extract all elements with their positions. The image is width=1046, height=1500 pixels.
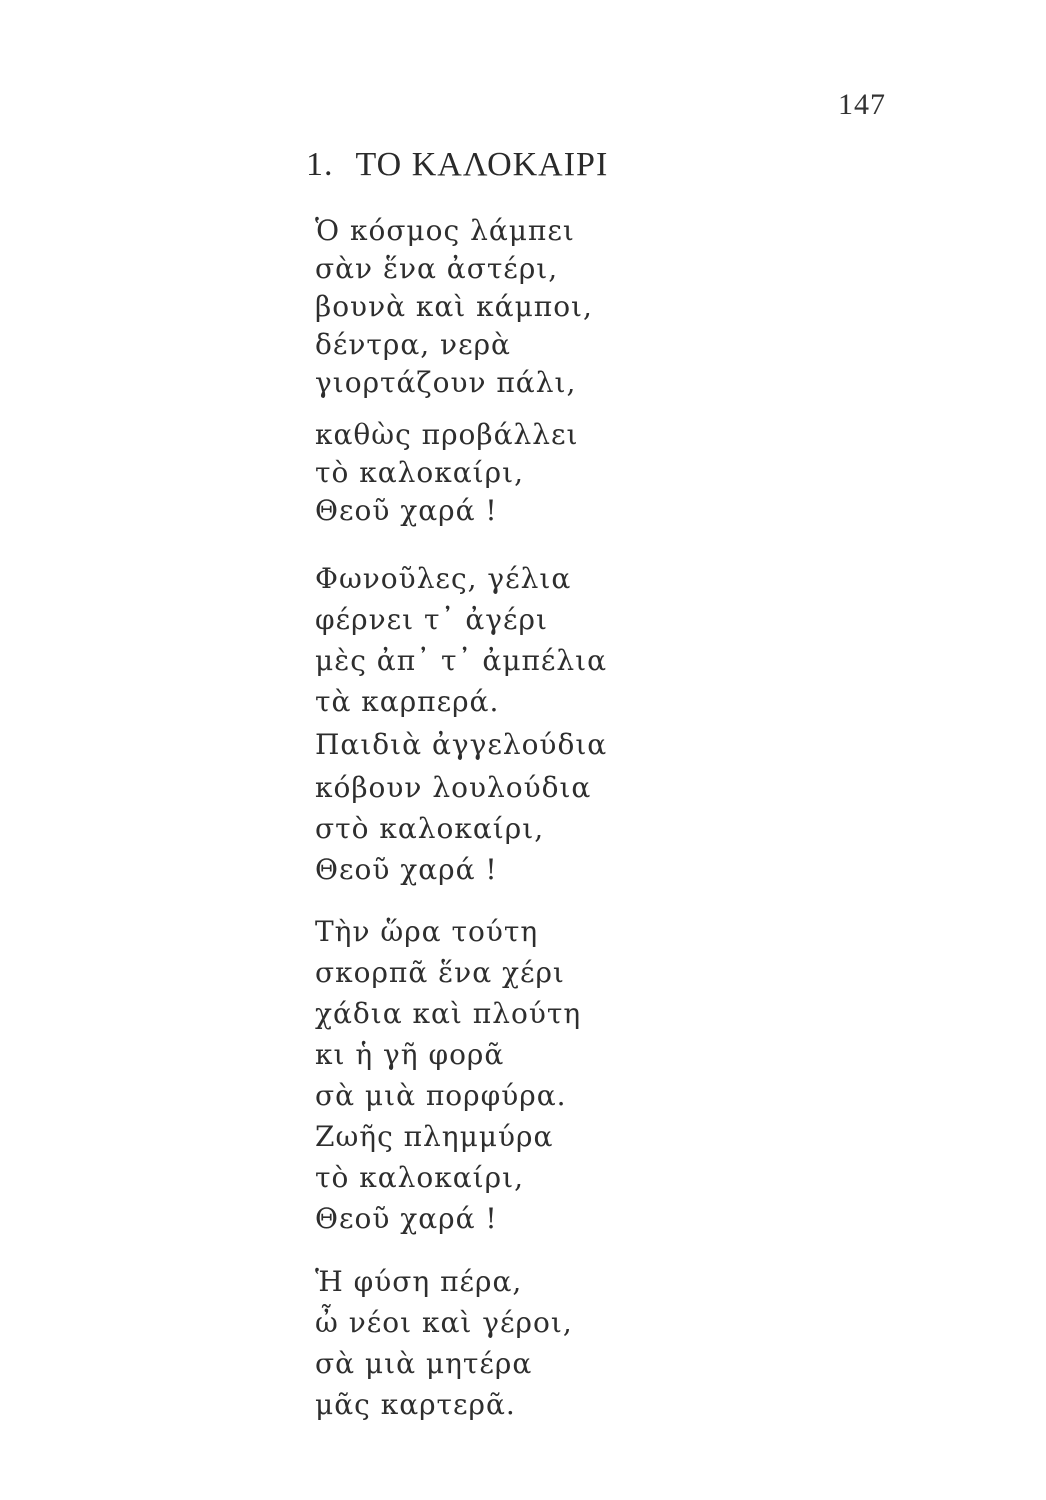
verse-line: Ἡ φύση πέρα,: [315, 1265, 523, 1298]
verse-line: Τὴν ὥρα τούτη: [315, 915, 539, 948]
verse-line: κι ἡ γῆ φορᾶ: [315, 1038, 505, 1071]
poem-title: [306, 146, 608, 184]
verse-line: ὦ νέοι καὶ γέροι,: [315, 1306, 573, 1339]
verse-line: μὲς ἀπ᾽ τ᾽ ἀμπέλια: [315, 644, 608, 677]
verse-line: μᾶς καρτερᾶ.: [315, 1388, 516, 1421]
verse-line: Ὁ κόσμος λάμπει: [315, 214, 575, 247]
verse-line: Ζωῆς πλημμύρα: [315, 1120, 554, 1153]
verse-line: βουνὰ καὶ κάμποι,: [315, 290, 593, 323]
verse-line: σὰ μιὰ πορφύρα.: [315, 1079, 567, 1112]
verse-line: γιορτάζουν πάλι,: [315, 366, 577, 399]
verse-line: Θεοῦ χαρά !: [315, 1202, 498, 1235]
verse-line: δέντρα, νερὰ: [315, 328, 511, 361]
verse-line: τὰ καρπερά.: [315, 685, 500, 718]
verse-line: σκορπᾶ ἕνα χέρι: [315, 956, 565, 989]
verse-line: χάδια καὶ πλούτη: [315, 997, 582, 1030]
verse-line: σὰ μιὰ μητέρα: [315, 1347, 533, 1380]
poem-title-text: ΤΟ ΚΑΛΟΚΑΙΡΙ: [355, 146, 609, 183]
verse-line: Θεοῦ χαρά !: [315, 494, 498, 527]
verse-line: Παιδιὰ ἀγγελούδια: [315, 728, 608, 761]
verse-line: φέρνει τ᾽ ἀγέρι: [315, 603, 548, 636]
poem-number: 1.: [306, 146, 334, 183]
verse-line: καθὼς προβάλλει: [315, 418, 579, 451]
verse-line: Φωνοῦλες, γέλια: [315, 562, 572, 595]
verse-line: σὰν ἕνα ἀστέρι,: [315, 252, 559, 285]
verse-line: κόβουν λουλούδια: [315, 771, 592, 804]
verse-line: τὸ καλοκαίρι,: [315, 1161, 524, 1194]
verse-line: τὸ καλοκαίρι,: [315, 456, 524, 489]
verse-line: στὸ καλοκαίρι,: [315, 812, 545, 845]
verse-line: Θεοῦ χαρά !: [315, 853, 498, 886]
page-number: 147: [838, 88, 886, 121]
